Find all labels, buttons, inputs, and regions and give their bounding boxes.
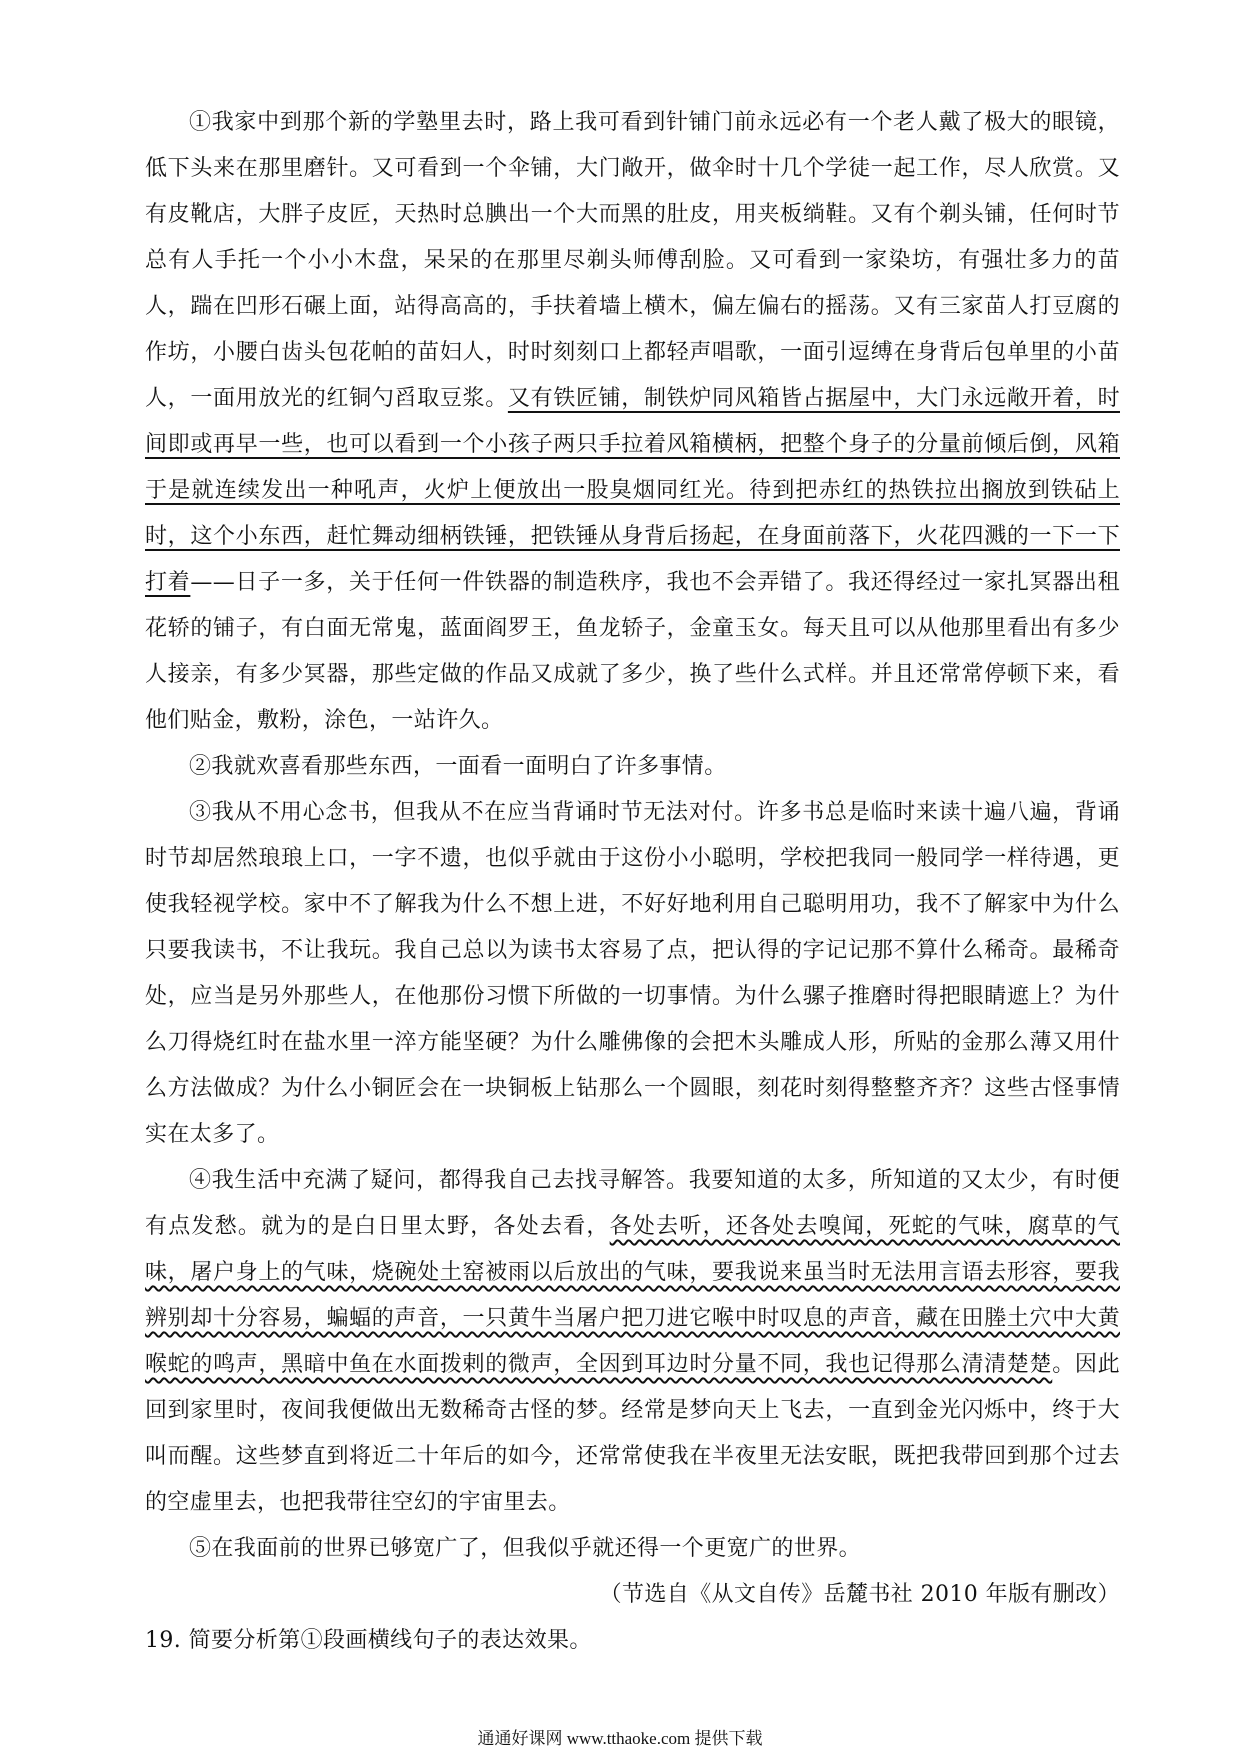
paragraph-4 [145, 1158, 1120, 1526]
paragraph-1 [145, 100, 1120, 744]
wavy-underlined-sentence: 各处去听，还各处去嗅闻，死蛇的气味，腐草的气味，屠户身上的气味，烧碗处土窑被雨以后放出的气味，要我说来虽当时无法用言语去形容，要我辨别却十分容易，蝙蝠的声音，一只黄牛当屠户把刀进它喉中时叹息的声音，藏在田塍土穴中大黄喉蛇的鸣声，黑暗中鱼在水面拨剌的微声，全因到耳边时分量不同，我也记得那么清清楚楚 [145, 1214, 1120, 1377]
paragraph-1-text: ①我家中到那个新的学塾里去时，路上我可看到针铺门前永远必有一个老人戴了极大的眼镜，低下头来在那里磨针。又可看到一个伞铺，大门敞开，做伞时十几个学徒一起工作，尽人欣赏。又有皮靴店，大胖子皮匠，天热时总腆出一个大而黑的肚皮，用夹板绱鞋。又有个剃头铺，任何时节总有人手托一个小小木盘，呆呆的在那里尽剃头师傅刮脸。又可看到一家染坊，有强壮多力的苗人，踹在凹形石碾上面，站得高高的，手扶着墙上横木，偏左偏右的摇荡。又有三家苗人打豆腐的作坊，小腰白齿头包花帕的苗妇人，时时刻刻口上都轻声唱歌，一面引逗缚在身背后包单里的小苗人，一面用放光的红铜勺舀取豆浆。 [145, 110, 1120, 411]
paragraph-2: ②我就欢喜看那些东西，一面看一面明白了许多事情。 [189, 754, 727, 779]
paragraph-5: ⑤在我面前的世界已够宽广了，但我似乎就还得一个更宽广的世界。 [189, 1536, 862, 1561]
paragraph-4-text: ④我生活中充满了疑问，都得我自己去找寻解答。我要知道的太多，所知道的又太少，有时便有点发愁。就为的是白日里太野，各处去看， [145, 1168, 1120, 1239]
passage [145, 100, 1120, 1664]
paragraph-1-rest: ——日子一多，关于任何一件铁器的制造秩序，我也不会弄错了。我还得经过一家扎冥器出租花轿的铺子，有白面无常鬼，蓝面阎罗王，鱼龙轿子，金童玉女。每天且可以从他那里看出有多少人接亲，有多少冥器，那些定做的作品又成就了多少，换了些什么式样。并且还常常停顿下来，看他们贴金，敷粉，涂色，一站许久。 [145, 570, 1120, 733]
source-citation: （节选自《从文自传》岳麓书社 2010 年版有删改） [599, 1582, 1120, 1607]
page-footer: 通通好课网 www.tthaoke.com 提供下载 [477, 1729, 763, 1748]
paragraph-3: ③我从不用心念书，但我从不在应当背诵时节无法对付。许多书总是临时来读十遍八遍，背诵时节却居然琅琅上口，一字不遗，也似乎就由于这份小小聪明，学校把我同一般同学一样待遇，更使我轻视学校。家中不了解我为什么不想上进，不好好地利用自己聪明用功，我不了解家中为什么只要我读书，不让我玩。我自己总以为读书太容易了点，把认得的字记记那不算什么稀奇。最稀奇处，应当是另外那些人，在他那份习惯下所做的一切事情。为什么骡子推磨时得把眼睛遮上？为什么刀得烧红时在盐水里一淬方能坚硬？为什么雕佛像的会把木头雕成人形，所贴的金那么薄又用什么方法做成？为什么小铜匠会在一块铜板上钻那么一个圆眼，刻花时刻得整整齐齐？这些古怪事情实在太多了。 [145, 800, 1120, 1147]
paragraph-4-rest: 。因此回到家里时，夜间我便做出无数稀奇古怪的梦。经常是梦向天上飞去，一直到金光闪烁中，终于大叫而醒。这些梦直到将近二十年后的如今，还常常使我在半夜里无法安眠，既把我带回到那个过去的空虚里去，也把我带往空幻的宇宙里去。 [145, 1352, 1120, 1515]
question-19: 19. 简要分析第①段画横线句子的表达效果。 [145, 1628, 592, 1653]
underlined-sentence: 又有铁匠铺，制铁炉同风箱皆占据屋中，大门永远敞开着，时间即或再早一些，也可以看到一个小孩子两只手拉着风箱横柄，把整个身子的分量前倾后倒，风箱于是就连续发出一种吼声，火炉上便放出一股臭烟同红光。待到把赤红的热铁拉出搁放到铁砧上时，这个小东西，赶忙舞动细柄铁锤，把铁锤从身背后扬起，在身面前落下，火花四溅的一下一下打着 [145, 386, 1120, 595]
